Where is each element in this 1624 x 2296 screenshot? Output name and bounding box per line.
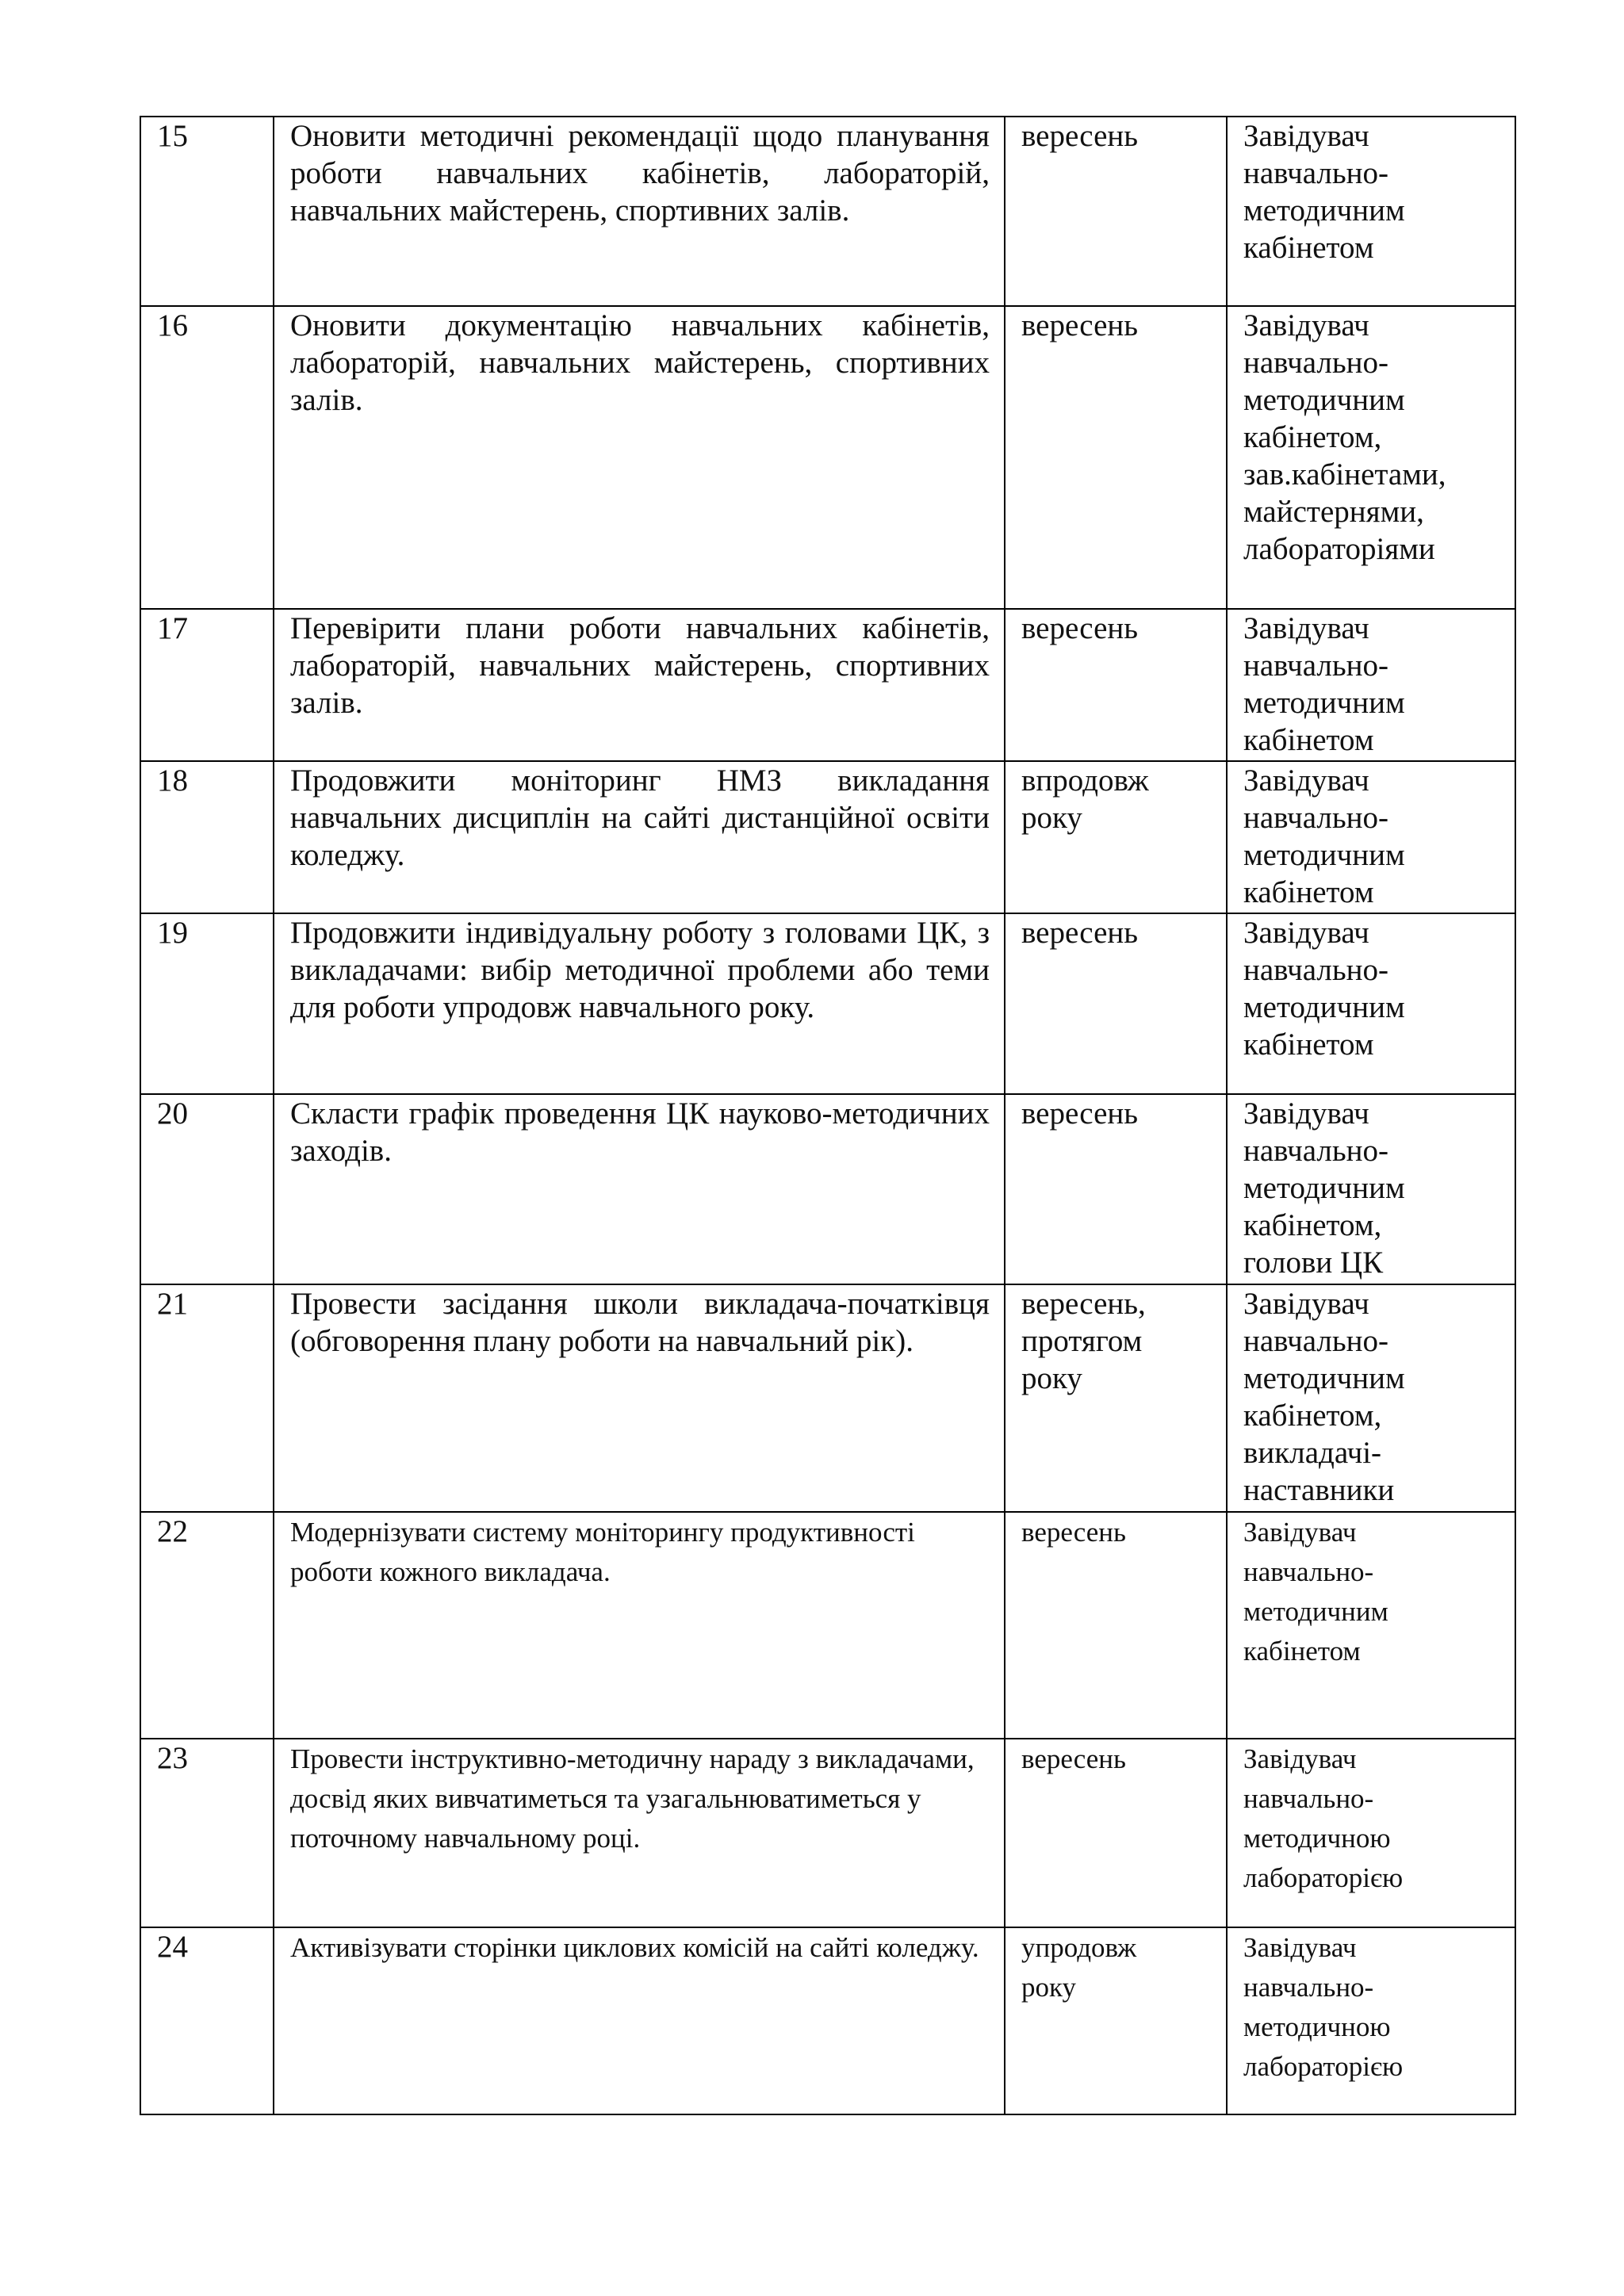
row-number: 20 bbox=[140, 1094, 274, 1284]
responsible-line: методичним bbox=[1243, 383, 1405, 417]
task-description: Активізувати сторінки циклових комісій на сайті коледжу. bbox=[274, 1927, 1005, 2114]
responsible-line: Завідувач bbox=[1243, 1517, 1357, 1548]
table-row bbox=[140, 761, 1515, 913]
responsible-cell bbox=[1227, 609, 1515, 761]
row-number: 22 bbox=[140, 1512, 274, 1739]
table-row bbox=[140, 609, 1515, 761]
term-line: року bbox=[1021, 1361, 1082, 1395]
row-number: 23 bbox=[140, 1739, 274, 1927]
table-row bbox=[140, 1512, 1515, 1739]
responsible-line: навчально- bbox=[1243, 1783, 1374, 1814]
term-line: вересень bbox=[1021, 1096, 1139, 1131]
term-line: вересень bbox=[1021, 1517, 1126, 1548]
task-description: Оновити документацію навчальних кабінетів, лабораторій, навчальних майстерень, спортивних залів. bbox=[274, 306, 1005, 609]
term-cell bbox=[1005, 1284, 1227, 1512]
responsible-line: наставники bbox=[1243, 1473, 1395, 1507]
responsible-cell bbox=[1227, 913, 1515, 1094]
responsible-line: Завідувач bbox=[1243, 1932, 1357, 1963]
term-line: вересень bbox=[1021, 611, 1139, 645]
responsible-line: кабінетом bbox=[1243, 231, 1374, 265]
term-line: вересень, bbox=[1021, 1287, 1146, 1321]
term-cell bbox=[1005, 117, 1227, 306]
responsible-line: Завідувач bbox=[1243, 1287, 1369, 1321]
row-number: 17 bbox=[140, 609, 274, 761]
responsible-line: навчально- bbox=[1243, 801, 1388, 835]
responsible-line: методичним bbox=[1243, 990, 1405, 1024]
term-line: вересень bbox=[1021, 119, 1139, 153]
term-cell bbox=[1005, 1927, 1227, 2114]
responsible-line: методичною bbox=[1243, 1823, 1391, 1854]
table-row bbox=[140, 117, 1515, 306]
responsible-line: зав.кабінетами, bbox=[1243, 457, 1446, 492]
term-line: протягом bbox=[1021, 1324, 1143, 1358]
responsible-line: методичним bbox=[1243, 193, 1405, 228]
responsible-line: голови ЦК bbox=[1243, 1246, 1384, 1280]
table-row bbox=[140, 1739, 1515, 1927]
task-description: Оновити методичні рекомендації щодо планування роботи навчальних кабінетів, лабораторій, навчальних майстерень, спортивних залів. bbox=[274, 117, 1005, 306]
responsible-line: Завідувач bbox=[1243, 611, 1369, 645]
responsible-line: кабінетом bbox=[1243, 1636, 1361, 1667]
responsible-cell bbox=[1227, 761, 1515, 913]
responsible-line: викладачі- bbox=[1243, 1436, 1382, 1470]
task-description: Модернізувати систему моніторингу продуктивності роботи кожного викладача. bbox=[274, 1512, 1005, 1739]
responsible-line: майстернями, bbox=[1243, 495, 1424, 529]
responsible-line: кабінетом bbox=[1243, 1027, 1374, 1062]
term-cell bbox=[1005, 761, 1227, 913]
term-cell bbox=[1005, 913, 1227, 1094]
row-number: 15 bbox=[140, 117, 274, 306]
row-number: 18 bbox=[140, 761, 274, 913]
task-description: Провести засідання школи викладача-початківця (обговорення плану роботи на навчальний рік). bbox=[274, 1284, 1005, 1512]
responsible-line: кабінетом, bbox=[1243, 1399, 1382, 1433]
responsible-line: методичним bbox=[1243, 1361, 1405, 1395]
responsible-line: навчально- bbox=[1243, 346, 1388, 380]
task-description: Перевірити плани роботи навчальних кабінетів, лабораторій, навчальних майстерень, спортивних залів. bbox=[274, 609, 1005, 761]
table-row bbox=[140, 1284, 1515, 1512]
responsible-line: Завідувач bbox=[1243, 763, 1369, 798]
term-line: року bbox=[1021, 1972, 1077, 2003]
responsible-line: кабінетом, bbox=[1243, 1208, 1382, 1242]
responsible-line: Завідувач bbox=[1243, 916, 1369, 950]
responsible-line: лабораторією bbox=[1243, 1862, 1404, 1893]
responsible-line: навчально- bbox=[1243, 649, 1388, 683]
table-row bbox=[140, 1927, 1515, 2114]
term-line: впродовж bbox=[1021, 763, 1149, 798]
responsible-line: навчально- bbox=[1243, 1134, 1388, 1168]
responsible-line: методичним bbox=[1243, 1171, 1405, 1205]
row-number: 21 bbox=[140, 1284, 274, 1512]
term-line: вересень bbox=[1021, 308, 1139, 342]
term-cell bbox=[1005, 609, 1227, 761]
responsible-line: методичним bbox=[1243, 1596, 1388, 1627]
term-cell bbox=[1005, 1739, 1227, 1927]
task-description: Скласти графік проведення ЦК науково-методичних заходів. bbox=[274, 1094, 1005, 1284]
row-number: 24 bbox=[140, 1927, 274, 2114]
plan-table bbox=[140, 116, 1516, 2115]
responsible-line: кабінетом, bbox=[1243, 420, 1382, 454]
responsible-cell bbox=[1227, 117, 1515, 306]
row-number: 19 bbox=[140, 913, 274, 1094]
responsible-cell bbox=[1227, 306, 1515, 609]
responsible-cell bbox=[1227, 1927, 1515, 2114]
row-number: 16 bbox=[140, 306, 274, 609]
responsible-cell bbox=[1227, 1512, 1515, 1739]
responsible-cell bbox=[1227, 1094, 1515, 1284]
task-description: Продовжити індивідуальну роботу з головами ЦК, з викладачами: вибір методичної проблеми або теми для роботи упродовж навчального року. bbox=[274, 913, 1005, 1094]
term-line: року bbox=[1021, 801, 1082, 835]
responsible-cell bbox=[1227, 1284, 1515, 1512]
responsible-line: методичним bbox=[1243, 686, 1405, 720]
responsible-line: Завідувач bbox=[1243, 308, 1369, 342]
responsible-cell bbox=[1227, 1739, 1515, 1927]
term-cell bbox=[1005, 1094, 1227, 1284]
responsible-line: навчально- bbox=[1243, 1324, 1388, 1358]
term-line: вересень bbox=[1021, 1743, 1126, 1774]
table-row bbox=[140, 913, 1515, 1094]
responsible-line: лабораторією bbox=[1243, 2051, 1404, 2082]
table-row bbox=[140, 1094, 1515, 1284]
responsible-line: Завідувач bbox=[1243, 1096, 1369, 1131]
responsible-line: лабораторіями bbox=[1243, 532, 1435, 566]
responsible-line: навчально- bbox=[1243, 953, 1388, 987]
responsible-line: Завідувач bbox=[1243, 1743, 1357, 1774]
task-description: Продовжити моніторинг НМЗ викладання навчальних дисциплін на сайті дистанційної освіти коледжу. bbox=[274, 761, 1005, 913]
responsible-line: кабінетом bbox=[1243, 723, 1374, 757]
term-line: вересень bbox=[1021, 916, 1139, 950]
table-row bbox=[140, 306, 1515, 609]
term-cell bbox=[1005, 306, 1227, 609]
term-line: упродовж bbox=[1021, 1932, 1137, 1963]
responsible-line: методичною bbox=[1243, 2011, 1391, 2042]
responsible-line: методичним bbox=[1243, 838, 1405, 872]
responsible-line: навчально- bbox=[1243, 156, 1388, 190]
responsible-line: Завідувач bbox=[1243, 119, 1369, 153]
responsible-line: навчально- bbox=[1243, 1972, 1374, 2003]
responsible-line: навчально- bbox=[1243, 1556, 1374, 1587]
responsible-line: кабінетом bbox=[1243, 875, 1374, 909]
term-cell bbox=[1005, 1512, 1227, 1739]
task-description: Провести інструктивно-методичну нараду з викладачами, досвід яких вивчатиметься та узагальнюватиметься у поточному навчальному році. bbox=[274, 1739, 1005, 1927]
